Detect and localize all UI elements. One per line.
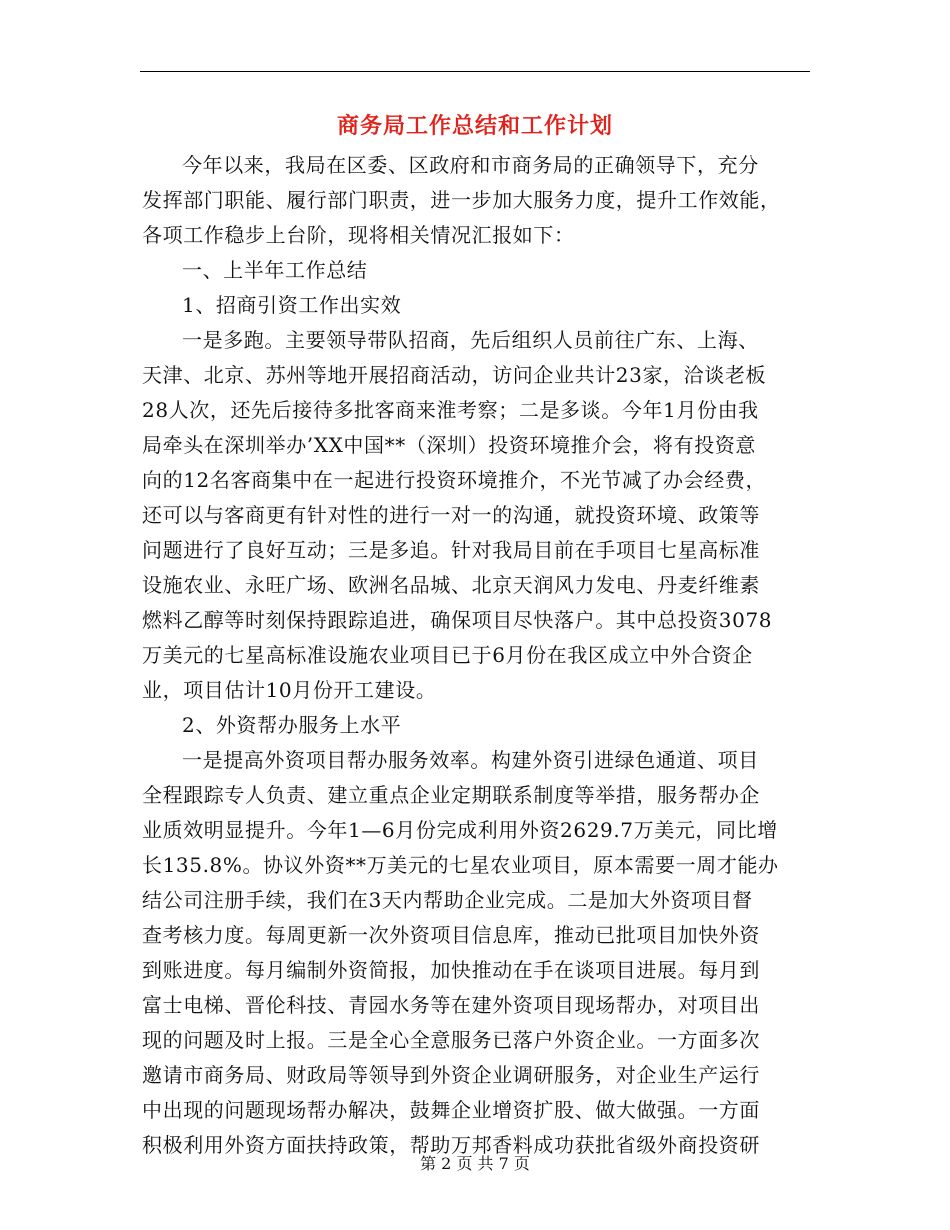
body-line: 问题进行了良好互动；三是多追。针对我局目前在手项目七星高标准 [142,538,760,562]
body-line: 今年以来，我局在区委、区政府和市商务局的正确领导下，充分 [182,153,759,177]
body-line: 查考核力度。每周更新一次外资项目信息库，推动已批项目加快外资 [142,923,760,947]
body-line: 业，项目估计10月份开工建设。 [142,678,437,702]
body-line: 还可以与客商更有针对性的进行一对一的沟通，就投资环境、政策等 [142,503,760,527]
body-line: 积极利用外资方面扶持政策，帮助万邦香料成功获批省级外商投资研 [142,1133,760,1157]
header-rule [140,71,810,72]
body-line: 一是提高外资项目帮办服务效率。构建外资引进绿色通道、项目 [182,748,759,772]
body-line: 全程跟踪专人负责、建立重点企业定期联系制度等举措，服务帮办企 [142,783,760,807]
body-line: 业质效明显提升。今年1—6月份完成利用外资2629.7万美元，同比增 [142,818,778,842]
document-body [142,148,812,1163]
page-number: 第 2 页 共 7 页 [420,1154,530,1173]
body-line: 天津、北京、苏州等地开展招商活动，访问企业共计23家，洽谈老板 [142,363,767,387]
body-line: 富士电梯、晋伦科技、青园水务等在建外资项目现场帮办，对项目出 [142,993,760,1017]
document-title: 商务局工作总结和工作计划 [336,113,613,139]
body-line: 万美元的七星高标准设施农业项目已于6月份在我区成立中外合资企 [142,643,753,667]
body-line: 现的问题及时上报。三是全心全意服务已落户外资企业。一方面多次 [142,1028,760,1052]
body-line: 燃料乙醇等时刻保持跟踪追进，确保项目尽快落户。其中总投资3078 [142,608,773,632]
body-line: 各项工作稳步上台阶，现将相关情况汇报如下： [142,223,575,247]
body-line: 结公司注册手续，我们在3天内帮助企业完成。二是加大外资项目督 [142,888,753,912]
body-line: 局牵头在深圳举办’XX中国**（深圳）投资环境推介会，将有投资意 [142,433,757,457]
body-line: 2、外资帮办服务上水平 [182,713,402,737]
body-line: 到账进度。每月编制外资简报，加快推动在手在谈项目进展。每月到 [142,958,760,982]
body-line: 向的12名客商集中在一起进行投资环境推介，不光节减了办会经费， [142,468,767,492]
body-line: 设施农业、永旺广场、欧洲名品城、北京天润风力发电、丹麦纤维素 [142,573,760,597]
body-line: 一、上半年工作总结 [182,258,368,282]
body-line: 长135.8%。协议外资**万美元的七星农业项目，原本需要一周才能办 [142,853,779,877]
body-line: 1、招商引资工作出实效 [182,293,402,317]
body-line: 邀请市商务局、财政局等领导到外资企业调研服务，对企业生产运行 [142,1063,760,1087]
body-line: 发挥部门职能、履行部门职责，进一步加大服务力度，提升工作效能， [142,188,781,212]
body-line: 28人次，还先后接待多批客商来淮考察；二是多谈。今年1月份由我 [142,398,759,422]
body-line: 一是多跑。主要领导带队招商，先后组织人员前往广东、上海、 [182,328,759,352]
body-line: 中出现的问题现场帮办解决，鼓舞企业增资扩股、做大做强。一方面 [142,1098,760,1122]
